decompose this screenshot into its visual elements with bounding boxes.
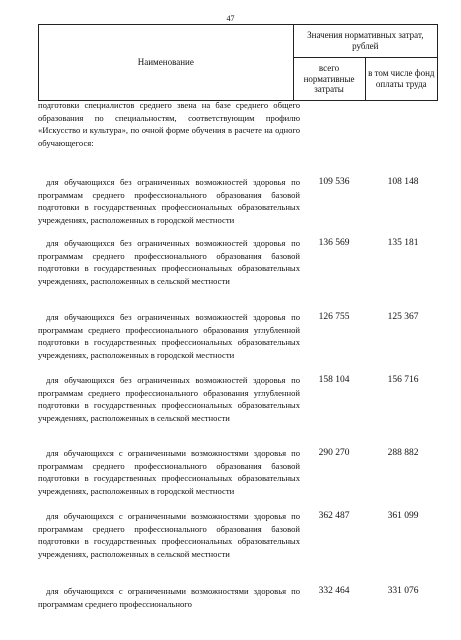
row-total: 332 464 (318, 586, 350, 596)
table-header (38, 24, 438, 101)
row-description: для обучающихся без ограниченных возможностей здоровья по программам среднего профессионального образования базовой подготовки в государственных профессиональных образовательных учреждениях, расположенных в сельской местности (38, 238, 300, 286)
row-wage: 108 148 (387, 177, 419, 187)
row-description: для обучающихся с ограниченными возможностями здоровья по программам среднего профессионального образования базовой подготовки в государственных профессиональных образовательных учреждениях, расположенных в городской местности (38, 448, 300, 496)
page-number: 47 (226, 14, 235, 23)
row-total: 136 569 (318, 238, 350, 248)
header-values-group: Значения нормативных затрат, рублей (293, 25, 437, 58)
row-description: для обучающихся без ограниченных возможностей здоровья по программам среднего профессионального образования углубленной подготовки в государственных профессиональных образовательных учреждениях, расположенных в городской местности (38, 312, 300, 360)
header-name: Наименование (39, 25, 294, 101)
row-total: 126 755 (318, 312, 350, 322)
row-total: 158 104 (318, 375, 350, 385)
row-total: 109 536 (318, 177, 350, 187)
header-total: всего нормативные затраты (293, 58, 365, 101)
header-wage: в том числе фонд оплаты труда (365, 58, 437, 101)
row-wage: 331 076 (387, 586, 419, 596)
row-description: для обучающихся с ограниченными возможностями здоровья по программам среднего профессионального (38, 586, 300, 609)
row-wage: 361 099 (387, 511, 419, 521)
row-wage: 125 367 (387, 312, 419, 322)
row-wage: 156 716 (387, 375, 419, 385)
row-description: для обучающихся с ограниченными возможностями здоровья по программам среднего профессионального образования базовой подготовки в государственных профессиональных образовательных учреждениях, расположенных в сельской местности (38, 511, 300, 559)
intro-text: подготовки специалистов среднего звена на базе среднего общего образования по специальностям, соответствующим профилю «Искусство и культура», по очной форме обучения в расчете на одного обучающегося: (38, 100, 300, 148)
row-total: 362 487 (318, 511, 350, 521)
row-description: для обучающихся без ограниченных возможностей здоровья по программам среднего профессионального образования углубленной подготовки в государственных профессиональных образовательных учреждениях, расположенных в сельской местности (38, 375, 300, 423)
row-wage: 288 882 (387, 448, 419, 458)
row-wage: 135 181 (387, 238, 419, 248)
row-description: для обучающихся без ограниченных возможностей здоровья по программам среднего профессионального образования базовой подготовки в государственных профессиональных образовательных учреждениях, расположенных в городской местности (38, 177, 300, 225)
row-total: 290 270 (318, 448, 350, 458)
